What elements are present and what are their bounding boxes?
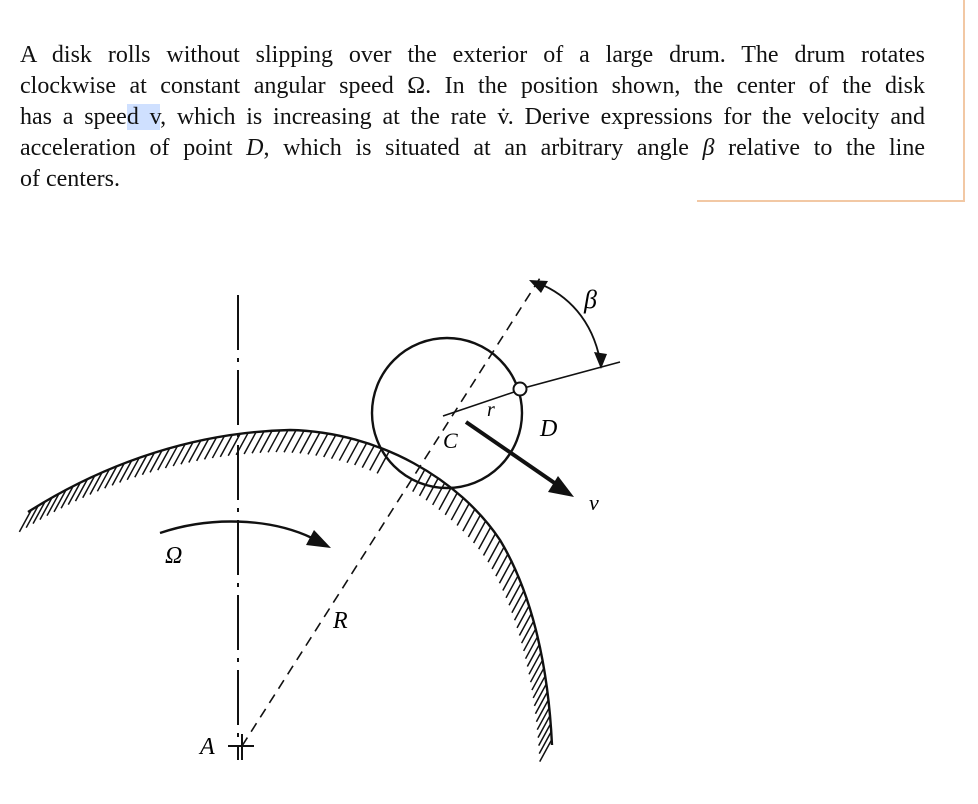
problem-line-4-mid: , which is situated at an arbitrary angle (263, 135, 703, 161)
hatch-stroke (532, 668, 544, 690)
hatch-stroke (517, 606, 529, 628)
label-omega: Ω (165, 543, 183, 569)
problem-line-5: of centers. (20, 166, 120, 192)
label-a: A (200, 734, 215, 760)
hatch-stroke (529, 652, 541, 674)
hatch-stroke (530, 660, 542, 682)
radius-r-line (443, 391, 517, 416)
hatch-stroke (527, 644, 539, 666)
label-r: r (487, 399, 495, 421)
disk (372, 338, 522, 488)
hatch-stroke (220, 435, 232, 457)
hatch-stroke (533, 676, 545, 698)
hatch-stroke (536, 700, 548, 722)
drum-surface (28, 430, 552, 745)
drum-hatch-strokes (19, 430, 551, 762)
hatch-stroke (526, 637, 538, 659)
hatch-stroke (509, 583, 521, 605)
omega-arrowhead (306, 530, 331, 548)
hatch-stroke (499, 561, 511, 583)
hatch-stroke (204, 437, 216, 459)
beta-ref: β (702, 135, 715, 161)
label-r-drum: R (333, 608, 348, 634)
point-d-marker (514, 383, 527, 396)
omega-rotation-arc (160, 522, 312, 538)
hatch-stroke (506, 576, 518, 598)
label-c: C (443, 428, 458, 453)
label-beta: β (584, 285, 597, 314)
problem-line-3-start: has a spee (20, 104, 127, 130)
point-a-marker (228, 734, 254, 760)
hatch-stroke (519, 614, 531, 636)
problem-line-4-start: acceleration of point (20, 135, 247, 161)
hatch-stroke (503, 568, 515, 590)
problem-line-2: clockwise at constant angular speed Ω. In the position shown, the center of the disk (20, 73, 925, 99)
hatch-stroke (522, 621, 534, 643)
hatch-stroke (212, 436, 224, 458)
hatch-stroke (524, 629, 536, 651)
label-d: D (540, 416, 558, 442)
line-of-centers (242, 278, 540, 746)
problem-line-3-end: , which is increasing at the rate v̇. Derive expressions for the velocity and (160, 104, 925, 130)
problem-line-4-end: relative to the line (714, 135, 925, 161)
highlighted-selection: d v (126, 104, 161, 130)
hatch-stroke (535, 692, 547, 714)
hatch-stroke (537, 708, 549, 730)
reference-line-from-d (520, 362, 620, 389)
problem-line-1: A disk rolls without slipping over the exterior of a large drum. The drum rotates (20, 42, 925, 68)
hatch-stroke (515, 598, 527, 620)
hatch-stroke (512, 591, 524, 613)
point-d-ref: D (246, 135, 264, 161)
label-v: v (589, 490, 599, 515)
hatch-stroke (534, 684, 546, 706)
